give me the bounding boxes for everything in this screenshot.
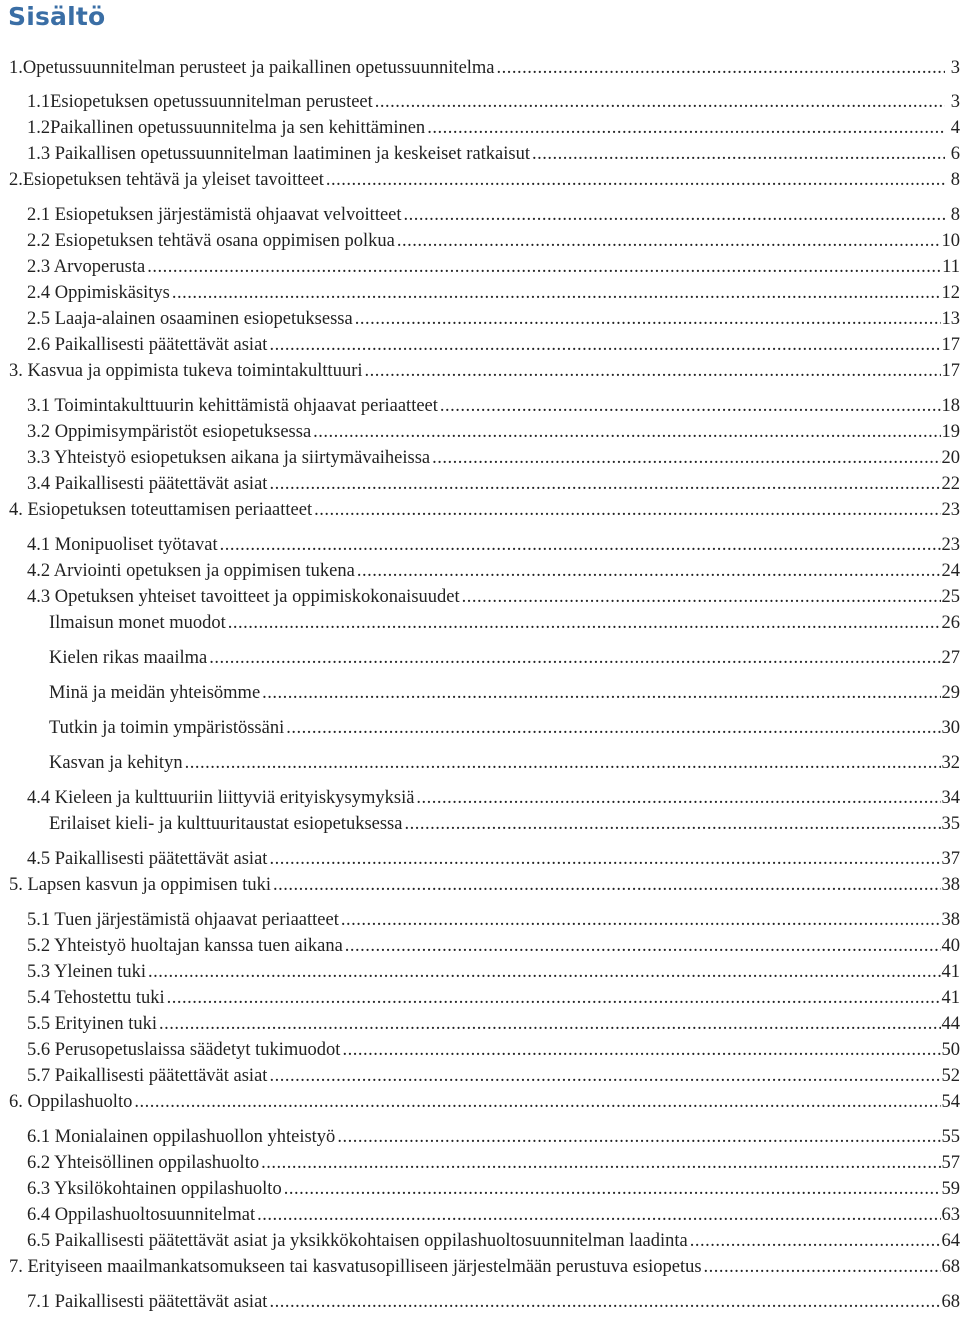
toc-entry-title: 2.6 Paikallisesti päätettävät asiat: [27, 335, 268, 355]
toc-dot-leader: [462, 585, 941, 609]
toc-entry[interactable]: [9, 168, 960, 192]
toc-entry[interactable]: [27, 116, 960, 140]
toc-page-number: 20: [941, 448, 960, 468]
toc-entry[interactable]: [9, 873, 960, 897]
toc-entry-title: 5.5 Erityinen tuki: [27, 1014, 157, 1034]
toc-page-number: 8: [950, 205, 960, 225]
toc-page-number: 19: [941, 422, 960, 442]
toc-dot-leader: [261, 1151, 940, 1175]
toc-dot-leader: [704, 1255, 941, 1279]
toc-entry[interactable]: [27, 255, 960, 279]
toc-entry[interactable]: [49, 681, 960, 705]
toc-dot-leader: [690, 1229, 941, 1253]
toc-dot-leader: [337, 1125, 940, 1149]
toc-entry-title: Minä ja meidän yhteisömme: [49, 683, 261, 703]
toc-page-number: 27: [941, 648, 960, 668]
toc-page-number: 23: [941, 500, 960, 520]
toc-entry[interactable]: [27, 90, 960, 114]
toc-page-number: 52: [941, 1066, 960, 1086]
toc-entry[interactable]: [27, 847, 960, 871]
toc-entry-title: Tutkin ja toimin ympäristössäni: [49, 718, 285, 738]
toc-entry[interactable]: [49, 716, 960, 740]
toc-entry[interactable]: [9, 1255, 960, 1279]
toc-dot-leader: [185, 751, 941, 775]
toc-dot-leader: [341, 908, 941, 932]
toc-entry-title: 2.2 Esiopetuksen tehtävä osana oppimisen polkua: [27, 231, 395, 251]
toc-entry[interactable]: [27, 472, 960, 496]
toc-entry-title: 7.1 Paikallisesti päätettävät asiat: [27, 1292, 268, 1312]
toc-page-number: 41: [941, 988, 960, 1008]
toc-dot-leader: [269, 847, 940, 871]
toc-entry[interactable]: [27, 307, 960, 331]
toc-dot-leader: [416, 786, 940, 810]
toc-entry-title: Ilmaisun monet muodot: [49, 613, 226, 633]
toc-page-number: 24: [941, 561, 960, 581]
toc-entry[interactable]: [27, 1177, 960, 1201]
toc-entry-title: 3. Kasvua ja oppimista tukeva toimintakulttuuri: [9, 361, 363, 381]
toc-entry[interactable]: [27, 1012, 960, 1036]
toc-entry-title: 4.2 Arviointi opetuksen ja oppimisen tukena: [27, 561, 355, 581]
toc-entry-title: 5.4 Tehostettu tuki: [27, 988, 165, 1008]
toc-title: Sisältö: [8, 2, 106, 31]
toc-dot-leader: [262, 681, 940, 705]
toc-entry[interactable]: [27, 333, 960, 357]
toc-dot-leader: [284, 1177, 941, 1201]
toc-entry-title: 4.5 Paikallisesti päätettävät asiat: [27, 849, 268, 869]
toc-entry-title: 5.7 Paikallisesti päätettävät asiat: [27, 1066, 268, 1086]
toc-page-number: 17: [941, 335, 960, 355]
toc-entry-title: 3.1 Toimintakulttuurin kehittämistä ohjaavat periaatteet: [27, 396, 438, 416]
toc-entry-title: 5.6 Perusopetuslaissa säädetyt tukimuodot: [27, 1040, 341, 1060]
toc-dot-leader: [273, 873, 940, 897]
toc-dot-leader: [134, 1090, 940, 1114]
toc-dot-leader: [427, 116, 945, 140]
toc-page-number: 22: [941, 474, 960, 494]
toc-entry-title: 2.Esiopetuksen tehtävä ja yleiset tavoitteet: [9, 170, 324, 190]
toc-entry[interactable]: [27, 229, 960, 253]
toc-page-number: 30: [941, 718, 960, 738]
toc-entry-title: 5. Lapsen kasvun ja oppimisen tuki: [9, 875, 272, 895]
toc-dot-leader: [326, 168, 945, 192]
toc-entry-title: 5.1 Tuen järjestämistä ohjaavat periaatteet: [27, 910, 339, 930]
toc-dot-leader: [375, 90, 945, 114]
toc-entry-title: 3.4 Paikallisesti päätettävät asiat: [27, 474, 268, 494]
toc-page-number: 35: [941, 814, 960, 834]
toc-entry-title: 5.3 Yleinen tuki: [27, 962, 147, 982]
toc-dot-leader: [345, 934, 941, 958]
toc-entry-title: 4.1 Monipuoliset työtavat: [27, 535, 218, 555]
toc-page-number: 54: [941, 1092, 960, 1112]
toc-entry-title: Kasvan ja kehityn: [49, 753, 183, 773]
toc-page-number: 3: [950, 92, 960, 112]
toc-page-number: 23: [941, 535, 960, 555]
toc-dot-leader: [355, 307, 941, 331]
toc-entry-title: 2.3 Arvoperusta: [27, 257, 146, 277]
toc-entry-title: 1.1Esiopetuksen opetussuunnitelman perusteet: [27, 92, 373, 112]
toc-page-number: 37: [941, 849, 960, 869]
toc-page-number: 4: [950, 118, 960, 138]
toc-page-number: 12: [941, 283, 960, 303]
toc-page-number: 63: [941, 1205, 960, 1225]
toc-page-number: 44: [941, 1014, 960, 1034]
toc-page-number: 32: [941, 753, 960, 773]
toc-entry[interactable]: [27, 1038, 960, 1062]
toc-entry[interactable]: [9, 1090, 960, 1114]
toc-dot-leader: [228, 611, 941, 635]
toc-entry-title: 4.3 Opetuksen yhteiset tavoitteet ja oppimiskokonaisuudet: [27, 587, 460, 607]
toc-entry[interactable]: [27, 1290, 960, 1314]
toc-entry[interactable]: [27, 1064, 960, 1088]
toc-dot-leader: [172, 281, 941, 305]
toc-page-number: 57: [941, 1153, 960, 1173]
toc-dot-leader: [357, 559, 941, 583]
toc-entry[interactable]: [49, 751, 960, 775]
toc-entry[interactable]: [9, 56, 960, 80]
toc-entry-title: 4. Esiopetuksen toteuttamisen periaatteet: [9, 500, 313, 520]
toc-dot-leader: [167, 986, 941, 1010]
toc-entry-title: 1.3 Paikallisen opetussuunnitelman laatiminen ja keskeiset ratkaisut: [27, 144, 530, 164]
toc-entry-title: 6. Oppilashuolto: [9, 1092, 133, 1112]
toc-entry-title: 3.3 Yhteistyö esiopetuksen aikana ja siirtymävaiheissa: [27, 448, 431, 468]
toc-entry[interactable]: [27, 1151, 960, 1175]
toc-page-number: 50: [941, 1040, 960, 1060]
toc-page-number: 38: [941, 875, 960, 895]
toc-page-number: 6: [950, 144, 960, 164]
toc-page-number: 29: [941, 683, 960, 703]
toc-entry-title: 6.5 Paikallisesti päätettävät asiat ja yksikkökohtaisen oppilashuoltosuunnitelman laadinta: [27, 1231, 688, 1251]
toc-entry-title: 4.4 Kieleen ja kulttuuriin liittyviä erityiskysymyksiä: [27, 788, 415, 808]
toc-entry-title: 6.1 Monialainen oppilashuollon yhteistyö: [27, 1127, 336, 1147]
toc-dot-leader: [257, 1203, 940, 1227]
toc-entry[interactable]: [27, 585, 960, 609]
toc-dot-leader: [147, 255, 941, 279]
toc-dot-leader: [313, 420, 940, 444]
toc-page-number: 68: [941, 1292, 960, 1312]
toc-dot-leader: [342, 1038, 940, 1062]
toc-page-number: 34: [941, 788, 960, 808]
toc-entry-title: 3.2 Oppimisympäristöt esiopetuksessa: [27, 422, 312, 442]
toc-entry[interactable]: [27, 908, 960, 932]
toc-dot-leader: [532, 142, 945, 166]
toc-entry-title: 5.2 Yhteistyö huoltajan kanssa tuen aikana: [27, 936, 343, 956]
toc-entry[interactable]: [27, 786, 960, 810]
toc-entry-title: 2.4 Oppimiskäsitys: [27, 283, 170, 303]
toc-page-number: 26: [941, 613, 960, 633]
toc-page-number: 59: [941, 1179, 960, 1199]
toc-entry-title: Kielen rikas maailma: [49, 648, 208, 668]
toc-dot-leader: [209, 646, 940, 670]
toc-entry[interactable]: [27, 1125, 960, 1149]
toc-entry[interactable]: [49, 812, 960, 836]
toc-entry[interactable]: [27, 142, 960, 166]
toc-dot-leader: [365, 359, 941, 383]
toc-entry-title: 2.1 Esiopetuksen järjestämistä ohjaavat velvoitteet: [27, 205, 402, 225]
toc-page-number: 13: [941, 309, 960, 329]
toc-entry[interactable]: [49, 646, 960, 670]
toc-dot-leader: [148, 960, 940, 984]
toc-entry-title: Erilaiset kieli- ja kulttuuritaustat esiopetuksessa: [49, 814, 403, 834]
toc-dot-leader: [269, 1064, 940, 1088]
toc-dot-leader: [159, 1012, 941, 1036]
toc-entry[interactable]: [27, 203, 960, 227]
toc-entry[interactable]: [27, 559, 960, 583]
toc-entry-title: 1.2Paikallinen opetussuunnitelma ja sen kehittäminen: [27, 118, 426, 138]
toc-dot-leader: [314, 498, 940, 522]
toc-entry[interactable]: [27, 1203, 960, 1227]
toc-dot-leader: [404, 812, 940, 836]
toc-page-number: 18: [941, 396, 960, 416]
toc-page-number: 38: [941, 910, 960, 930]
toc-entry[interactable]: [27, 960, 960, 984]
toc-entry-title: 1.Opetussuunnitelman perusteet ja paikallinen opetussuunnitelma: [9, 58, 495, 78]
toc-entry-title: 6.4 Oppilashuoltosuunnitelmat: [27, 1205, 256, 1225]
toc-page-number: 17: [941, 361, 960, 381]
toc-dot-leader: [397, 229, 941, 253]
toc-entry-title: 7. Erityiseen maailmankatsomukseen tai kasvatusopilliseen järjestelmään perustuva esiopetus: [9, 1257, 702, 1277]
toc-entry[interactable]: [9, 498, 960, 522]
toc-dot-leader: [404, 203, 945, 227]
toc-entry[interactable]: [27, 420, 960, 444]
toc-dot-leader: [432, 446, 940, 470]
toc-entry[interactable]: [27, 533, 960, 557]
toc-entry[interactable]: [49, 611, 960, 635]
toc-entry-title: 6.3 Yksilökohtainen oppilashuolto: [27, 1179, 282, 1199]
toc-entry[interactable]: [9, 359, 960, 383]
toc-dot-leader: [269, 333, 940, 357]
toc-dot-leader: [269, 1290, 940, 1314]
toc-dot-leader: [497, 56, 945, 80]
toc-page-number: 64: [941, 1231, 960, 1251]
toc-entry[interactable]: [27, 986, 960, 1010]
toc-page-number: 40: [941, 936, 960, 956]
toc-page-number: 25: [941, 587, 960, 607]
toc-entry[interactable]: [27, 446, 960, 470]
toc-page-number: 68: [941, 1257, 960, 1277]
toc-entry-title: 6.2 Yhteisöllinen oppilashuolto: [27, 1153, 260, 1173]
toc-dot-leader: [220, 533, 941, 557]
toc-entry[interactable]: [27, 394, 960, 418]
toc-entry[interactable]: [27, 281, 960, 305]
toc-page-number: 3: [950, 58, 960, 78]
toc-page-number: 10: [941, 231, 960, 251]
toc-dot-leader: [269, 472, 940, 496]
toc-page-number: 41: [941, 962, 960, 982]
toc-entry-title: 2.5 Laaja-alainen osaaminen esiopetuksessa: [27, 309, 353, 329]
toc-page-number: 55: [941, 1127, 960, 1147]
toc-page-number: 11: [942, 257, 960, 277]
toc-dot-leader: [440, 394, 941, 418]
toc-page-number: 8: [950, 170, 960, 190]
toc-entry[interactable]: [27, 934, 960, 958]
toc-entry[interactable]: [27, 1229, 960, 1253]
toc-dot-leader: [286, 716, 940, 740]
